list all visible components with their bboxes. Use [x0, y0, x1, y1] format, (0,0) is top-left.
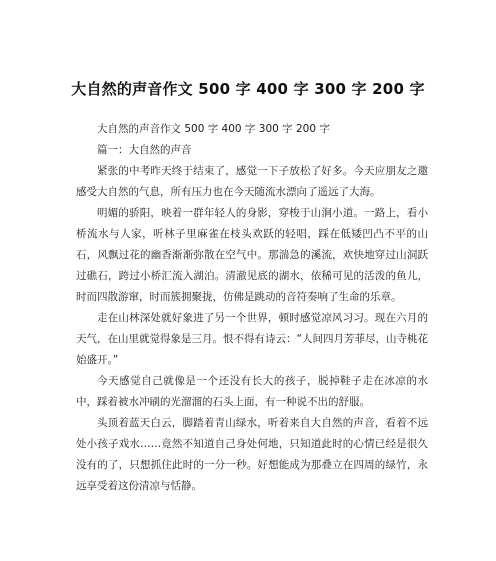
document-subtitle: 大自然的声音作文 500 字 400 字 300 字 200 字 [97, 123, 330, 135]
paragraph: 明媚的骄阳，映着一群年轻人的身影，穿梭于山涧小道。一路上，看小桥流水与人家，听林子里麻雀在枝头欢跃的轻唱，踩在低矮凹凸不平的山石，风飘过花的幽香渐渐弥散在空气中。那湍急的溪流，欢快地穿过山洞跃过礁石，跨过小桥汇流入湖泊。清澈见底的湖水，依稀可见的活泼的鱼儿，时而四散游窜，时而簇拥聚拢，仿佛是跳动的音符奏响了生命的乐章。 [76, 207, 428, 303]
paragraph: 头顶着蓝天白云，脚踏着青山绿水，听着来自大自然的声音，看着不远处小孩子戏水……竟然不知道自己身处何地，只知道此时的心情已经是很久没有的了，只想抓住此时的一分一秒。好想能成为那叠立在四周的绿竹，永远享受着这份清凉与恬静。 [76, 417, 428, 492]
paragraph: 走在山林深处就好象进了另一个世界，顿时感觉凉风习习。现在六月的天气，在山里就觉得象是三月。恨不得有诗云：“人间四月芳菲尽，山寺桃花始盛开。” [76, 312, 428, 366]
document-title: 大自然的声音作文 500 字 400 字 300 字 200 字 [71, 80, 425, 98]
section-heading: 篇一：大自然的声音 [97, 144, 192, 156]
paragraph: 今天感觉自己就像是一个还没有长大的孩子，脱掉鞋子走在冰凉的水中，踩着被水冲刷的光溜溜的石头上面，有一种说不出的舒服。 [76, 375, 428, 408]
document-body [76, 119, 428, 497]
paragraph: 紧张的中考昨天终于结束了，感觉一下子放松了好多。今天应朋友之邀感受大自然的气息，所有压力也在今天随流水漂向了遥远了大海。 [76, 165, 428, 198]
